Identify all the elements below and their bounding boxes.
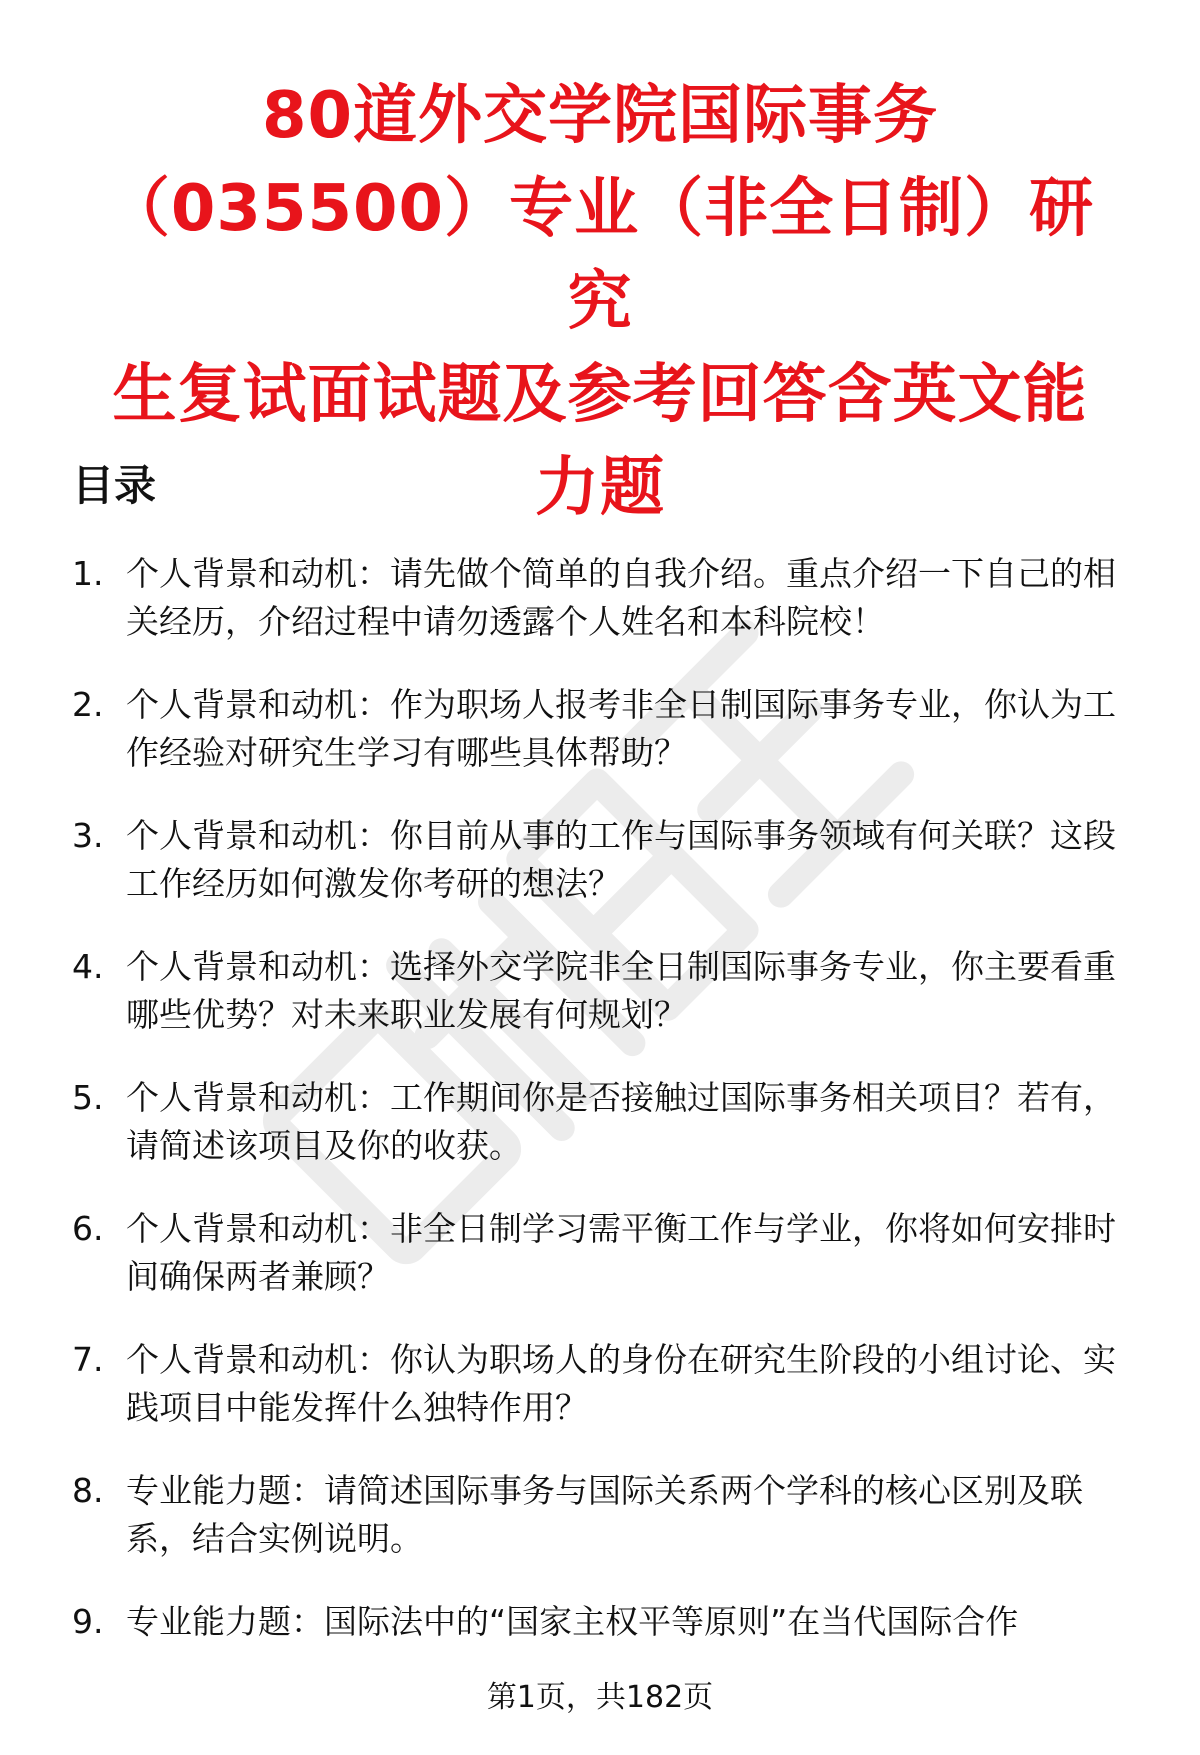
toc-item-number: 7. (72, 1340, 104, 1379)
toc-item[interactable] (0, 1336, 1200, 1467)
toc-item-text: 个人背景和动机：你目前从事的工作与国际事务领域有何关联？这段工作经历如何激发你考研的想法？ (126, 816, 1116, 903)
toc-item-text: 专业能力题：请简述国际事务与国际关系两个学科的核心区别及联系，结合实例说明。 (126, 1471, 1083, 1558)
toc-item[interactable] (0, 943, 1200, 1074)
toc-item-number: 8. (72, 1471, 104, 1510)
toc-item-text: 个人背景和动机：工作期间你是否接触过国际事务相关项目？若有，请简述该项目及你的收获。 (126, 1078, 1116, 1165)
toc-item-text: 个人背景和动机：非全日制学习需平衡工作与学业，你将如何安排时间确保两者兼顾？ (126, 1209, 1116, 1296)
toc-item-number: 1. (72, 554, 104, 593)
document-title: 80道外交学院国际事务 （035500）专业（非全日制）研究 生复试面试题及参考回答含英文能 力题 (105, 79, 1095, 525)
toc-item-number: 9. (72, 1602, 104, 1641)
toc-item[interactable] (0, 812, 1200, 943)
toc-item[interactable] (0, 1205, 1200, 1336)
toc-item-number: 6. (72, 1209, 104, 1248)
toc-item[interactable] (0, 550, 1200, 681)
toc-item-text: 专业能力题：国际法中的“国家主权平等原则”在当代国际合作 (126, 1602, 1019, 1641)
toc-item-number: 5. (72, 1078, 104, 1117)
toc-item[interactable] (0, 681, 1200, 812)
toc-item-text: 个人背景和动机：请先做个简单的自我介绍。重点介绍一下自己的相关经历，介绍过程中请勿透露个人姓名和本科院校！ (126, 554, 1116, 641)
toc-item-number: 4. (72, 947, 104, 986)
toc-item[interactable] (0, 1467, 1200, 1598)
toc-item-number: 2. (72, 685, 104, 724)
toc-item-text: 个人背景和动机：你认为职场人的身份在研究生阶段的小组讨论、实践项目中能发挥什么独特作用？ (126, 1340, 1116, 1427)
toc-item-number: 3. (72, 816, 104, 855)
toc-item-text: 个人背景和动机：作为职场人报考非全日制国际事务专业，你认为工作经验对研究生学习有哪些具体帮助？ (126, 685, 1116, 772)
page-footer: 第1页，共182页 (486, 1680, 714, 1715)
toc-list (0, 550, 1200, 1729)
toc-item[interactable] (0, 1074, 1200, 1205)
toc-item-text: 个人背景和动机：选择外交学院非全日制国际事务专业，你主要看重哪些优势？对未来职业发展有何规划？ (126, 947, 1116, 1034)
toc-heading: 目录 (72, 461, 157, 510)
